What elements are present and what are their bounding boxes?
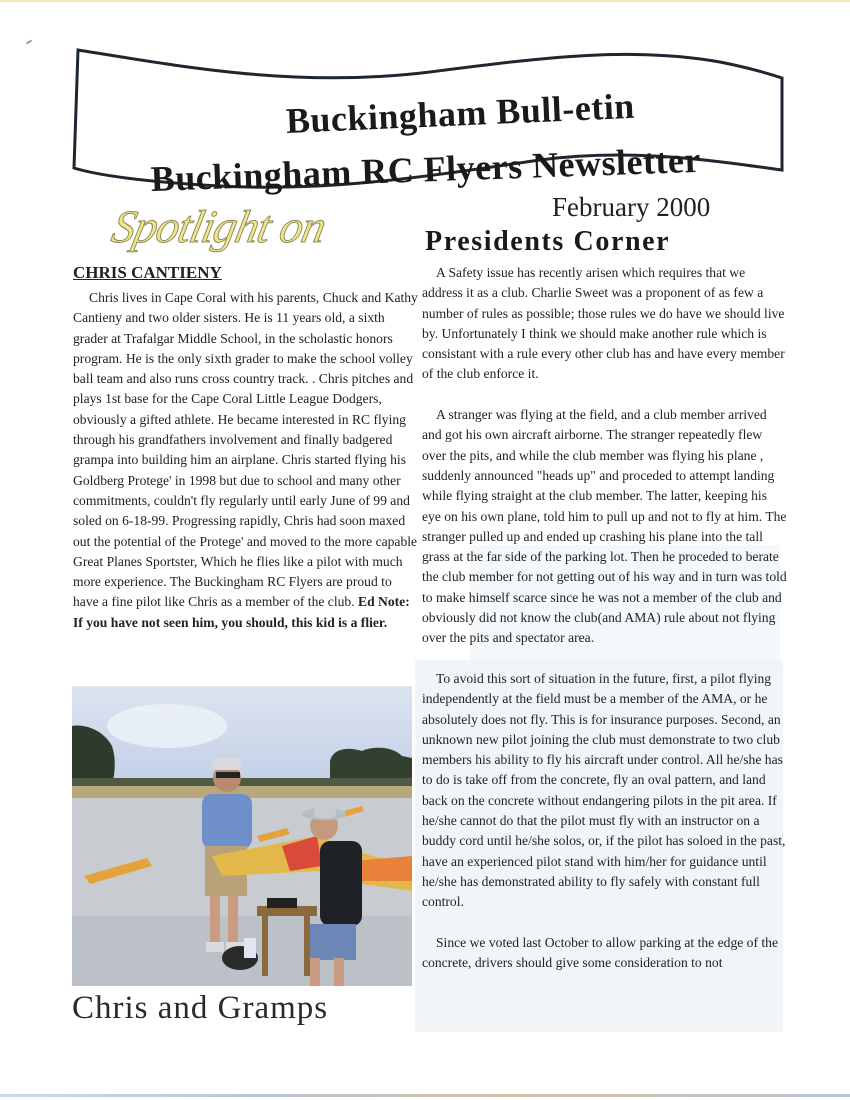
spotlight-paragraph: [73, 288, 418, 633]
newsletter-subtitle: Buckingham RC Flyers Newsletter: [150, 139, 702, 199]
chris-shorts: [304, 924, 356, 960]
spotlight-body: Chris lives in Cape Coral with his parents, Chuck and Kathy Cantieny and two older sisters. He is 11 years old, a sixth grader at Trafalgar Middle School, in the scholastic honors program. He is the only sixth grader to make the school volley ball team and also runs cross country track. . Chris pitches and plays 1st base for the Cape Coral Little League Dodgers, obviously a gifted athlete. He became interested in RC flying through his grandfathers involvement and finally badgered grampa into building him an airplane. Chris started flying his Goldberg Protege' in 1998 but due to school and many other commitments, couldn't fly regularly until early June of 99 and soled on 6-18-99. Progressing rapidly, Chris had soon maxed out the potential of the Protege' and moved to the more capable Great Planes Sportster, Which he flies like a pilot with much more experience. The Buckingham RC Flyers are proud to have a fine pilot like Chris as a member of the club.: [73, 290, 418, 610]
photo-illustration: [72, 686, 412, 986]
spotlight-logo: Spotlight on: [107, 201, 331, 252]
spotlight-name-heading: CHRIS CANTIENY: [73, 263, 222, 282]
photo-chris-and-gramps: [72, 686, 412, 986]
page-bottom-edge: [0, 1094, 850, 1097]
page-top-edge: [0, 0, 850, 2]
pc-paragraph-1: A Safety issue has recently arisen which requires that we address it as a club. Charlie Sweet was a proponent of as few a number of rules as possible; those rules we do have we should live by. Unfortunately I think we should make another rule which is consistant with a rule every other club has and have every member of the club enforce it.: [422, 265, 785, 382]
presidents-corner-article: [422, 263, 788, 994]
pc-paragraph-4: Since we voted last October to allow parking at the edge of the concrete, drivers should give some consideration to not: [422, 934, 779, 971]
photo-caption: Chris and Gramps: [72, 990, 329, 1026]
pen-mark: [26, 40, 32, 45]
presidents-corner-heading: Presidents Corner: [425, 226, 671, 257]
transmitter: [267, 898, 297, 908]
chris-shirt: [320, 841, 362, 926]
issue-date: February 2000: [552, 192, 711, 222]
pc-paragraph-3: To avoid this sort of situation in the future, first, a pilot flying independently at the field must be a member of the AMA, or he absolutely does not fly. This is for insurance purposes. Second, an unknown new pilot joining the club must demonstrate to two club members his ability to fly his aircraft under control. All he/she has to do is take off from the concrete, fly an oval pattern, and land back on the concrete without endangering pilots in the pit area. If he/she cannot do that the pilot must fly with an instructor on a buddy cord until he/she solos, or, if the pilot has soloed in the past, have an experienced pilot stand with him/her for guidance until he/she has demonstrated ability to fly safely with constant full control.: [422, 670, 786, 910]
pc-paragraph-2: A stranger was flying at the field, and a club member arrived and got his own aircraft airborne. The stranger repeatedly flew over the pits, and while the club member was flying his plane , suddenly announced "heads up" and proceded to attempt landing while flying straight at the club member. The latter, keeping his eye on his own plane, told him to pull up and not to fly at him. The stranger pulled up and ended up crashing his plane into the tall grass at the far side of the parking lot. Then he proceded to berate the club member for not getting out of his way and in turn was told to make himself scarce since he was not a member of the club and obviously did not know the club(and AMA) rule about not flying over the pits and spectator area.: [422, 407, 787, 646]
editor-note: Ed Note: If you have not seen him, you should, this kid is a flier.: [73, 594, 410, 630]
gramps-shirt: [202, 794, 252, 849]
gramps-cap: [212, 758, 242, 770]
masthead-banner: [70, 40, 790, 199]
spotlight-article: [73, 288, 418, 633]
newsletter-title: Buckingham Bull-etin: [285, 85, 636, 141]
